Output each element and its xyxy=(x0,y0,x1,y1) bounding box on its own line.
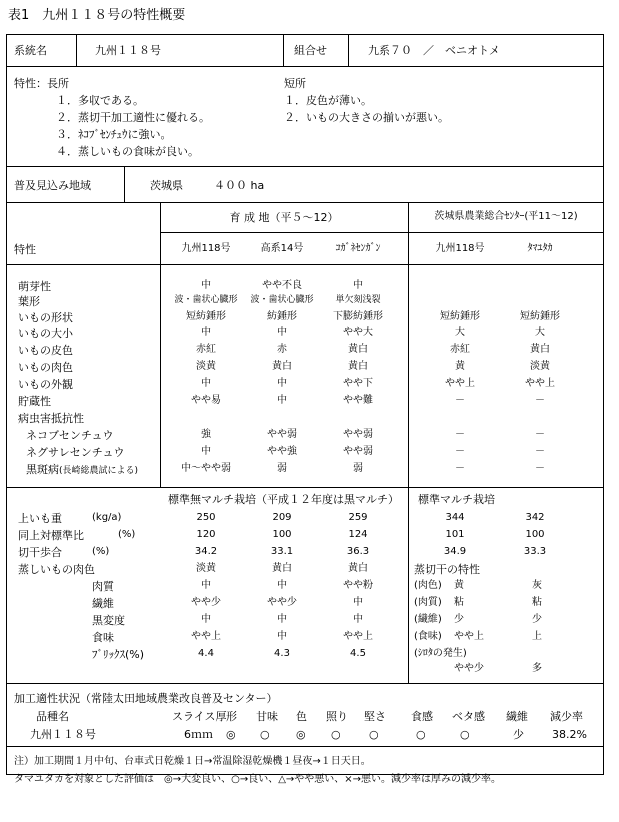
cross-value: 九系７０ ／ ベニオトメ xyxy=(368,44,500,57)
processing-heading: 加工適性状況（常陸太田地域農業改良普及センター） xyxy=(14,692,278,705)
yield-label: 同上対標準比 xyxy=(18,529,84,542)
char-cell: 黄白 xyxy=(348,361,368,372)
processing-col: 形 xyxy=(226,710,237,723)
steamed-v2: 少 xyxy=(532,614,542,625)
region-pref: 茨城県 xyxy=(150,179,183,192)
row-divider xyxy=(6,683,604,684)
yield-cell: やや少 xyxy=(267,597,297,608)
yield-cell: 33.3 xyxy=(523,546,547,557)
char-cell: 波・歯状心臓形 xyxy=(250,295,314,305)
yield-cell: 36.3 xyxy=(346,546,370,557)
yield-cell: 34.2 xyxy=(194,546,218,557)
processing-col: スライス厚 xyxy=(172,710,227,723)
char-cell: 赤 xyxy=(277,344,287,355)
yield-cell: やや少 xyxy=(191,597,221,608)
yield-cell: 淡黄 xyxy=(196,563,216,574)
group-header-1: 育 成 地（平５～12） xyxy=(229,211,339,224)
row-divider xyxy=(6,487,604,488)
char-label: 病虫害抵抗性 xyxy=(18,412,84,425)
char-label: ネグサレセンチュウ xyxy=(26,446,125,459)
char-cell: 中 xyxy=(201,446,211,457)
char-cell: 下膨紡錘形 xyxy=(333,311,383,322)
char-cell: やや強 xyxy=(267,446,297,457)
yield-label: 上いも重 xyxy=(18,512,62,525)
char-cell: 単欠刻浅裂 xyxy=(335,295,381,305)
char-label: いもの大小 xyxy=(18,327,73,340)
processing-col: 品種名 xyxy=(36,710,69,723)
char-cell: 強 xyxy=(201,429,211,440)
yield-cell: 4.5 xyxy=(350,648,366,659)
steamed-v2: 灰 xyxy=(532,580,542,591)
char-label: 貯蔵性 xyxy=(18,395,51,408)
weakness-item: ２．いもの大きさの揃いが悪い。 xyxy=(284,111,449,124)
processing-col: 繊維 xyxy=(506,710,528,723)
col-header: ｺｶﾞﾈｾﾝｶﾞﾝ xyxy=(335,243,381,254)
processing-val: 38.2% xyxy=(552,728,587,741)
char-cell: － xyxy=(455,395,465,406)
char-cell: 淡黄 xyxy=(530,361,550,372)
note-2: タマユタカを対象とした評価は ◎→大変良い、○→良い、△→やや悪い、×→悪い。減少率は厚みの減少率。 xyxy=(14,774,502,785)
char-cell: 黄白 xyxy=(348,344,368,355)
label-cross: 組合せ xyxy=(294,44,327,57)
processing-col: ベタ感 xyxy=(452,710,485,723)
char-cell: 中 xyxy=(277,378,287,389)
steamed-label: (ｼﾛﾀの発生) xyxy=(414,648,467,659)
yield-cell: 中 xyxy=(353,614,363,625)
char-cell: やや難 xyxy=(343,395,373,406)
processing-col: 食感 xyxy=(411,710,433,723)
steamed-label: (繊維) xyxy=(414,614,442,625)
char-cell: 中 xyxy=(277,395,287,406)
char-cell: 波・歯状心臓形 xyxy=(174,295,238,305)
char-label: いもの皮色 xyxy=(18,344,73,357)
yield-cell: 4.3 xyxy=(274,648,290,659)
char-cell: 弱 xyxy=(353,463,363,474)
char-cell: 黄白 xyxy=(272,361,292,372)
steamed-label: (肉色) xyxy=(414,580,442,591)
char-cell: 赤紅 xyxy=(450,344,470,355)
processing-val: ◎ xyxy=(226,728,236,741)
char-cell: やや不良 xyxy=(262,280,302,291)
yield-cell: 342 xyxy=(525,512,545,523)
yield-label: 繊維 xyxy=(92,597,114,610)
char-label: 萌芽性 xyxy=(18,280,51,293)
yield-cell: 4.4 xyxy=(198,648,214,659)
yield-cell: 中 xyxy=(277,580,287,591)
steamed-v2: 多 xyxy=(532,663,542,674)
yield-label: 蒸しいもの肉色 xyxy=(18,563,95,576)
char-label: ネコブセンチュウ xyxy=(26,429,114,442)
char-cell: － xyxy=(535,395,545,406)
processing-val: ◎ xyxy=(296,728,306,741)
char-cell: 中 xyxy=(353,280,363,291)
char-cell: やや弱 xyxy=(343,446,373,457)
steamed-v2: 粘 xyxy=(532,597,542,608)
char-cell: 淡黄 xyxy=(196,361,216,372)
char-cell: 大 xyxy=(455,327,465,338)
region-label: 普及見込み地域 xyxy=(14,179,91,192)
char-cell: やや大 xyxy=(343,327,373,338)
char-label-note: (長崎総農試による) xyxy=(59,466,139,476)
row-divider xyxy=(6,66,604,67)
steamed-heading: 蒸切干の特性 xyxy=(414,563,480,576)
yield-cell: やや上 xyxy=(343,631,373,642)
yield-label: 切干歩合 xyxy=(18,546,62,559)
char-cell: やや下 xyxy=(343,378,373,389)
char-label: 葉形 xyxy=(18,295,40,308)
yield-unit: (%) xyxy=(92,546,110,557)
yield-cell: 黄白 xyxy=(348,563,368,574)
yield-cell: 209 xyxy=(272,512,292,523)
processing-col: 照り xyxy=(326,710,348,723)
strengths-heading: 特性：長所 xyxy=(14,77,69,90)
col-divider xyxy=(160,202,161,487)
yield-cell: やや上 xyxy=(191,631,221,642)
processing-val: 九州１１８号 xyxy=(30,728,96,741)
yield-cell: 259 xyxy=(348,512,368,523)
steamed-v1: やや少 xyxy=(454,663,484,674)
processing-col: 甘味 xyxy=(256,710,278,723)
yield-label: 黒変度 xyxy=(92,614,125,627)
char-label: いもの肉色 xyxy=(18,361,73,374)
processing-val: ○ xyxy=(416,728,426,741)
char-label-text: 黒斑病 xyxy=(26,463,59,476)
char-cell: － xyxy=(455,463,465,474)
char-row-label: 特性 xyxy=(14,243,36,256)
char-cell: 黄白 xyxy=(530,344,550,355)
char-cell: やや弱 xyxy=(343,429,373,440)
row-divider xyxy=(6,202,604,203)
yield-cell: 100 xyxy=(525,529,545,540)
row-divider xyxy=(6,166,604,167)
processing-col: 減少率 xyxy=(550,710,583,723)
yield-cell: 33.1 xyxy=(270,546,294,557)
steamed-v1: 粘 xyxy=(454,597,464,608)
col-divider xyxy=(408,202,409,683)
yield-cell: 中 xyxy=(277,614,287,625)
steamed-v1: 少 xyxy=(454,614,464,625)
yield-cell: 250 xyxy=(196,512,216,523)
steamed-v1: やや上 xyxy=(454,631,484,642)
char-cell: － xyxy=(455,429,465,440)
processing-col: 色 xyxy=(296,710,307,723)
char-cell: やや易 xyxy=(191,395,221,406)
strength-item: ３．ﾈｺﾌﾞｾﾝﾁｭｳに強い。 xyxy=(56,128,172,141)
char-cell: 中 xyxy=(201,327,211,338)
strength-item: １．多収である。 xyxy=(56,94,144,107)
col-divider xyxy=(124,166,125,202)
yield-label: 肉質 xyxy=(92,580,114,593)
yield-cell: 344 xyxy=(445,512,465,523)
processing-col: 堅さ xyxy=(364,710,386,723)
row-divider xyxy=(6,746,604,747)
yield-cell: 124 xyxy=(348,529,368,540)
col-divider xyxy=(283,34,284,66)
steamed-label: (食味) xyxy=(414,631,442,642)
yield-cell: 101 xyxy=(445,529,465,540)
yield-unit: (kg/a) xyxy=(92,512,122,523)
char-cell: 中～やや弱 xyxy=(181,463,231,474)
processing-val: 少 xyxy=(513,728,524,741)
col-divider xyxy=(76,34,77,66)
weaknesses-heading: 短所 xyxy=(284,77,306,90)
char-cell: 短紡錘形 xyxy=(520,311,560,322)
yield-unit: (%) xyxy=(118,529,136,540)
char-cell: 中 xyxy=(277,327,287,338)
yield-cell: 中 xyxy=(201,614,211,625)
col-header: 高系14号 xyxy=(260,243,304,254)
yield-cell: 黄白 xyxy=(272,563,292,574)
col-header: 九州118号 xyxy=(435,243,485,254)
steamed-label: (肉質) xyxy=(414,597,442,608)
col-divider xyxy=(348,34,349,66)
char-label: いもの形状 xyxy=(18,311,73,324)
char-cell: － xyxy=(535,446,545,457)
row-divider xyxy=(6,264,604,265)
note-1: 注）加工期間１月中旬、台車式日乾燥１日→常温除湿乾燥機１昼夜→１日天日。 xyxy=(14,756,371,767)
steamed-v1: 黄 xyxy=(454,580,464,591)
processing-val: ○ xyxy=(369,728,379,741)
weakness-item: １．皮色が薄い。 xyxy=(284,94,372,107)
char-label: いもの外観 xyxy=(18,378,73,391)
yield-header-2: 標準マルチ栽培 xyxy=(418,493,495,506)
strength-item: ４．蒸しいもの食味が良い。 xyxy=(56,145,199,158)
row-divider xyxy=(160,232,604,233)
char-cell: 弱 xyxy=(277,463,287,474)
char-cell: 黄 xyxy=(455,361,465,372)
yield-cell: 100 xyxy=(272,529,292,540)
col-header: 九州118号 xyxy=(181,243,231,254)
yield-cell: やや粉 xyxy=(343,580,373,591)
line-name: 九州１１８号 xyxy=(95,44,161,57)
processing-val: ○ xyxy=(331,728,341,741)
yield-cell: 120 xyxy=(196,529,216,540)
char-cell: やや上 xyxy=(525,378,555,389)
yield-cell: 34.9 xyxy=(443,546,467,557)
yield-cell: 中 xyxy=(201,580,211,591)
yield-label: ﾌﾞﾘｯｸｽ(%) xyxy=(92,648,145,661)
char-cell: － xyxy=(455,446,465,457)
group-header-2: 茨城県農業総合ｾﾝﾀｰ(平11～12) xyxy=(434,211,578,222)
yield-cell: 中 xyxy=(277,631,287,642)
char-cell: 中 xyxy=(201,280,211,291)
region-area: ４００ ha xyxy=(214,179,265,192)
char-cell: 短紡錘形 xyxy=(440,311,480,322)
steamed-v2: 上 xyxy=(532,631,542,642)
processing-val: ○ xyxy=(260,728,270,741)
strength-item: ２．蒸切干加工適性に優れる。 xyxy=(56,111,210,124)
yield-header-1: 標準無マルチ栽培（平成１２年度は黒マルチ） xyxy=(168,493,399,506)
char-cell: 短紡錘形 xyxy=(186,311,226,322)
char-cell: やや弱 xyxy=(267,429,297,440)
col-header: ﾀﾏﾕﾀｶ xyxy=(527,243,553,254)
char-cell: － xyxy=(535,429,545,440)
char-cell: 大 xyxy=(535,327,545,338)
char-cell: － xyxy=(535,463,545,474)
page-title: 表1 九州１１８号の特性概要 xyxy=(8,8,186,23)
char-cell: 中 xyxy=(201,378,211,389)
yield-label: 食味 xyxy=(92,631,114,644)
char-label xyxy=(26,464,138,476)
char-cell: 赤紅 xyxy=(196,344,216,355)
label-line-name: 系統名 xyxy=(14,44,47,57)
processing-val: ○ xyxy=(460,728,470,741)
processing-val: 6ｍｍ xyxy=(184,728,213,741)
char-cell: 紡錘形 xyxy=(267,311,297,322)
yield-cell: 中 xyxy=(353,597,363,608)
char-cell: やや上 xyxy=(445,378,475,389)
